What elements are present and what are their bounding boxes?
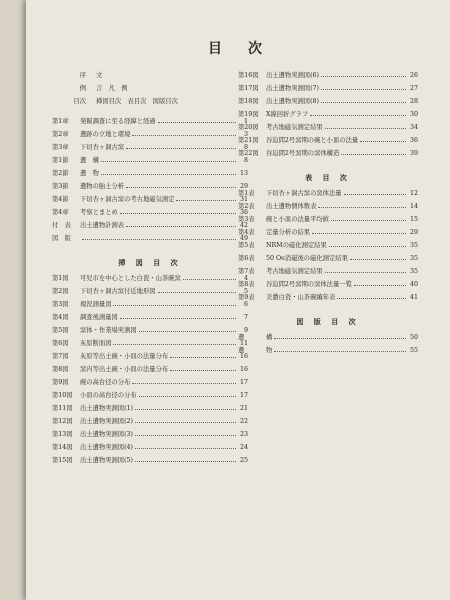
leader-dots — [360, 141, 406, 142]
entry-title: 下切杏ヶ洞古窯付近地形図 — [80, 288, 156, 295]
leader-dots — [113, 305, 236, 306]
page-number: 8 — [243, 157, 248, 164]
page-number: 49 — [239, 235, 248, 242]
prelim-row — [52, 83, 248, 96]
page-number: 35 — [409, 242, 418, 249]
entry-title: 文 — [96, 72, 103, 79]
leader-dots — [350, 259, 406, 260]
entry-label: 第1章 — [52, 118, 69, 125]
entry-title: 下切杏ヶ洞古窯 — [80, 144, 125, 151]
page-number: 16 — [239, 353, 248, 360]
entry-label: 第15図 — [52, 457, 73, 464]
entry-title: 美濃白瓷・山茶碗編年表 — [266, 294, 336, 301]
page-number: 29 — [239, 183, 248, 190]
toc-entry — [52, 364, 248, 377]
leader-dots — [331, 220, 406, 221]
toc-entry — [52, 416, 248, 429]
toc-entry — [52, 207, 248, 220]
page-number: 13 — [239, 170, 248, 177]
entry-title: 出土遺物実測図(3) — [80, 431, 133, 438]
leader-dots — [325, 272, 406, 273]
toc-entry — [52, 338, 248, 351]
entry-title: 出土遺物実測図(4) — [80, 444, 133, 451]
entry-label: 第4表 — [238, 229, 255, 236]
entry-title: 定量分析の結果 — [266, 229, 311, 236]
page-number: 8 — [243, 144, 248, 151]
page-number: 23 — [239, 431, 248, 438]
toc-entry — [52, 377, 248, 390]
toc-entry — [238, 214, 418, 227]
entry-title: 発掘調査に至る経緯と経過 — [80, 118, 156, 125]
page-number: 42 — [239, 222, 248, 229]
entry-label: 遺 — [238, 347, 245, 354]
left-column — [52, 70, 248, 468]
page-number: 50 — [409, 334, 418, 341]
leader-dots — [354, 285, 406, 286]
leader-dots — [183, 279, 236, 280]
toc-entry — [52, 142, 248, 155]
entry-label: 第14図 — [52, 444, 73, 451]
toc-entry — [52, 273, 248, 286]
page-number: 22 — [239, 418, 248, 425]
page-title: 目 次 — [208, 41, 268, 57]
page-number: 12 — [409, 190, 418, 197]
toc-entry — [52, 455, 248, 468]
entry-title: 出土遺物実測図(2) — [80, 418, 133, 425]
entry-title: 遺物の胎土分析 — [80, 183, 125, 190]
entry-title: 灰原等出土碗・小皿の法量分布 — [80, 353, 169, 360]
toc-entry — [52, 129, 248, 142]
entry-title: 物 — [266, 347, 273, 354]
leader-dots — [126, 148, 236, 149]
page-number: 28 — [409, 98, 418, 105]
entry-label: 第20図 — [238, 124, 259, 131]
entry-title: 出土遺物個体数表 — [266, 203, 317, 210]
entry-label: 第2節 — [52, 170, 69, 177]
page-number: 40 — [409, 281, 418, 288]
section-heading: 表 目 次 — [305, 173, 351, 182]
leader-dots — [135, 448, 236, 449]
page-number: 17 — [239, 392, 248, 399]
page-number: 1 — [243, 118, 248, 125]
leader-dots — [325, 128, 406, 129]
leader-dots — [135, 422, 236, 423]
leader-dots — [82, 239, 236, 240]
entry-label: 第11図 — [52, 405, 73, 412]
entry-label: 第7表 — [238, 268, 255, 275]
toc-entry — [238, 70, 418, 83]
page-number: 30 — [409, 111, 418, 118]
leader-dots — [170, 370, 236, 371]
page-number: 55 — [409, 347, 418, 354]
leader-dots — [321, 89, 406, 90]
contents-page — [26, 0, 450, 600]
entry-title: NRMの磁化測定結果 — [266, 242, 327, 249]
entry-label: 第2章 — [52, 131, 69, 138]
entry-label: 第17図 — [238, 85, 259, 92]
entry-label: 第9図 — [52, 379, 69, 386]
leader-dots — [132, 135, 236, 136]
page-number: 3 — [243, 131, 248, 138]
entry-title: 出土遺物実測図(8) — [266, 98, 319, 105]
toc-entry — [52, 168, 248, 181]
entry-label: 第10図 — [52, 392, 73, 399]
leader-dots — [176, 200, 236, 201]
leader-dots — [113, 344, 236, 345]
page-number: 5 — [243, 288, 248, 295]
page-number: 27 — [409, 85, 418, 92]
toc-entry — [52, 155, 248, 168]
toc-entry — [238, 148, 418, 161]
entry-title: 谷迫間2号窯期の碗と小皿の法量 — [266, 137, 359, 144]
entry-label: 第12図 — [52, 418, 73, 425]
toc-entry — [238, 135, 418, 148]
leader-dots — [337, 298, 406, 299]
entry-title: 出土遺物実測図(5) — [80, 457, 133, 464]
entry-title: 下切杏ヶ洞古窯の考古地磁気測定 — [80, 196, 175, 203]
entry-title: 遺 物 — [80, 170, 99, 177]
toc-entry — [52, 220, 248, 233]
entry-label: 第6図 — [52, 340, 69, 347]
page-number: 34 — [409, 124, 418, 131]
entry-label: 目次 — [73, 98, 86, 105]
leader-dots — [341, 154, 406, 155]
entry-title: 碗の高台径の分布 — [80, 379, 131, 386]
entry-title: 言 凡 例 — [96, 85, 128, 92]
leader-dots — [274, 338, 406, 339]
page-number: 4 — [243, 275, 248, 282]
entry-label: 第5表 — [238, 242, 255, 249]
toc-entry — [52, 390, 248, 403]
entry-label: 序 — [79, 72, 86, 79]
entry-title: 谷迫間2号窯期の窯体構造 — [266, 150, 340, 157]
entry-title: 出土遺物実測図(1) — [80, 405, 133, 412]
leader-dots — [274, 351, 406, 352]
toc-entry — [238, 109, 418, 122]
entry-title: 遺跡の立地と環境 — [80, 131, 131, 138]
toc-entry — [238, 83, 418, 96]
entry-title: 調査後測量図 — [80, 314, 118, 321]
prelim-row — [52, 96, 248, 109]
leader-dots — [310, 115, 406, 116]
entry-label: 第4図 — [52, 314, 69, 321]
page-number: 9 — [243, 327, 248, 334]
entry-title: 碗と小皿の法量平均値 — [266, 216, 329, 223]
entry-label: 第22図 — [238, 150, 259, 157]
entry-label: 第9表 — [238, 294, 255, 301]
toc-entry — [238, 201, 418, 214]
page-number: 7 — [243, 314, 248, 321]
leader-dots — [101, 174, 236, 175]
toc-entry — [52, 181, 248, 194]
page-number: 6 — [243, 301, 248, 308]
toc-entry — [238, 279, 418, 292]
leader-dots — [120, 213, 236, 214]
page-number: 31 — [239, 196, 248, 203]
entry-label: 第3章 — [52, 144, 69, 151]
entry-label: 第16図 — [238, 72, 259, 79]
leader-dots — [312, 233, 406, 234]
entry-title: 出土遺物実測図(7) — [266, 85, 319, 92]
toc-entry — [238, 188, 418, 201]
entry-label: 第6表 — [238, 255, 255, 262]
page-number: 21 — [239, 405, 248, 412]
toc-entry — [52, 325, 248, 338]
leader-dots — [135, 435, 236, 436]
entry-label: 図 版 — [52, 235, 71, 242]
leader-dots — [170, 357, 236, 358]
entry-label: 第4章 — [52, 209, 69, 216]
toc-entry — [238, 253, 418, 266]
leader-dots — [135, 461, 236, 462]
leader-dots — [158, 292, 236, 293]
entry-title: 窯体・作業場実測図 — [80, 327, 137, 334]
page-number: 26 — [409, 72, 418, 79]
page-number: 36 — [239, 209, 248, 216]
entry-title: 構 — [266, 334, 273, 341]
toc-entry — [238, 240, 418, 253]
entry-label: 第21図 — [238, 137, 259, 144]
entry-label: 第1図 — [52, 275, 69, 282]
page-number: 11 — [239, 340, 248, 347]
page-number: 41 — [409, 294, 418, 301]
leader-dots — [101, 161, 236, 162]
section-heading: 図 版 目 次 — [296, 317, 360, 326]
toc-entry — [238, 292, 418, 305]
toc-entry — [52, 286, 248, 299]
entry-label: 第8図 — [52, 366, 69, 373]
entry-title: 考察とまとめ — [80, 209, 118, 216]
entry-label: 第7図 — [52, 353, 69, 360]
entry-title: 出土遺物実測図(6) — [266, 72, 319, 79]
entry-title: X線回折グラフ — [266, 111, 309, 118]
toc-entry — [238, 122, 418, 135]
entry-label: 第3表 — [238, 216, 255, 223]
entry-label: 第2図 — [52, 288, 69, 295]
entry-label: 第3図 — [52, 301, 69, 308]
entry-title: 50 Oe消磁後の磁化測定結果 — [266, 255, 348, 262]
entry-title: 考古地磁気測定結果 — [266, 268, 323, 275]
page-number: 35 — [409, 268, 418, 275]
leader-dots — [329, 246, 406, 247]
entry-title: 谷迫間2号窯期の窯体法量一覧 — [266, 281, 352, 288]
entry-title: 小皿の高台径の分布 — [80, 392, 137, 399]
entry-title: 挿図目次 表目次 図版目次 — [96, 98, 178, 105]
entry-title: 窯内等出土碗・小皿の法量分布 — [80, 366, 169, 373]
page-number: 15 — [409, 216, 418, 223]
toc-entry — [52, 429, 248, 442]
right-column — [238, 70, 418, 358]
entry-label: 例 — [79, 85, 86, 92]
entry-label: 第19図 — [238, 111, 259, 118]
page-number: 14 — [409, 203, 418, 210]
prelim-row — [52, 70, 248, 83]
section-heading: 挿 図 目 次 — [118, 258, 182, 267]
leader-dots — [158, 122, 236, 123]
toc-entry — [238, 345, 418, 358]
toc-entry — [52, 442, 248, 455]
leader-dots — [132, 383, 236, 384]
entry-title: 遺 構 — [80, 157, 99, 164]
page-number: 16 — [239, 366, 248, 373]
entry-title: 下切杏ヶ洞古窯の窯体法量 — [266, 190, 342, 197]
leader-dots — [139, 396, 236, 397]
toc-entry — [52, 194, 248, 207]
leader-dots — [135, 409, 236, 410]
toc-entry — [238, 332, 418, 345]
leader-dots — [126, 226, 236, 227]
entry-label: 第5図 — [52, 327, 69, 334]
entry-label: 付 表 — [52, 222, 71, 229]
toc-entry — [52, 116, 248, 129]
leader-dots — [321, 102, 406, 103]
toc-entry — [52, 403, 248, 416]
page-number: 35 — [409, 255, 418, 262]
toc-entry — [52, 233, 248, 246]
entry-label: 第1表 — [238, 190, 255, 197]
entry-title: 灰原断面図 — [80, 340, 112, 347]
page-number: 36 — [409, 137, 418, 144]
toc-entry — [52, 299, 248, 312]
leader-dots — [318, 207, 406, 208]
entry-label: 第4節 — [52, 196, 69, 203]
page-number: 39 — [409, 150, 418, 157]
leader-dots — [344, 194, 406, 195]
entry-title: 現況測量図 — [80, 301, 112, 308]
entry-label: 第1節 — [52, 157, 69, 164]
entry-label: 第8表 — [238, 281, 255, 288]
entry-title: 出土遺物計測表 — [80, 222, 125, 229]
toc-entry — [52, 312, 248, 325]
entry-label: 遺 — [238, 334, 245, 341]
toc-entry — [52, 351, 248, 364]
page-number: 17 — [239, 379, 248, 386]
toc-entry — [238, 266, 418, 279]
leader-dots — [120, 318, 236, 319]
leader-dots — [139, 331, 236, 332]
entry-label: 第18図 — [238, 98, 259, 105]
leader-dots — [321, 76, 406, 77]
toc-entry — [238, 96, 418, 109]
toc-entry — [238, 227, 418, 240]
page-number: 24 — [239, 444, 248, 451]
page-number: 25 — [239, 457, 248, 464]
leader-dots — [126, 187, 236, 188]
entry-label: 第3節 — [52, 183, 69, 190]
entry-title: 考古地磁気測定結果 — [266, 124, 323, 131]
entry-label: 第13図 — [52, 431, 73, 438]
entry-label: 第2表 — [238, 203, 255, 210]
entry-title: 可児市を中心とした白瓷・山茶碗窯 — [80, 275, 181, 282]
page-number: 29 — [409, 229, 418, 236]
